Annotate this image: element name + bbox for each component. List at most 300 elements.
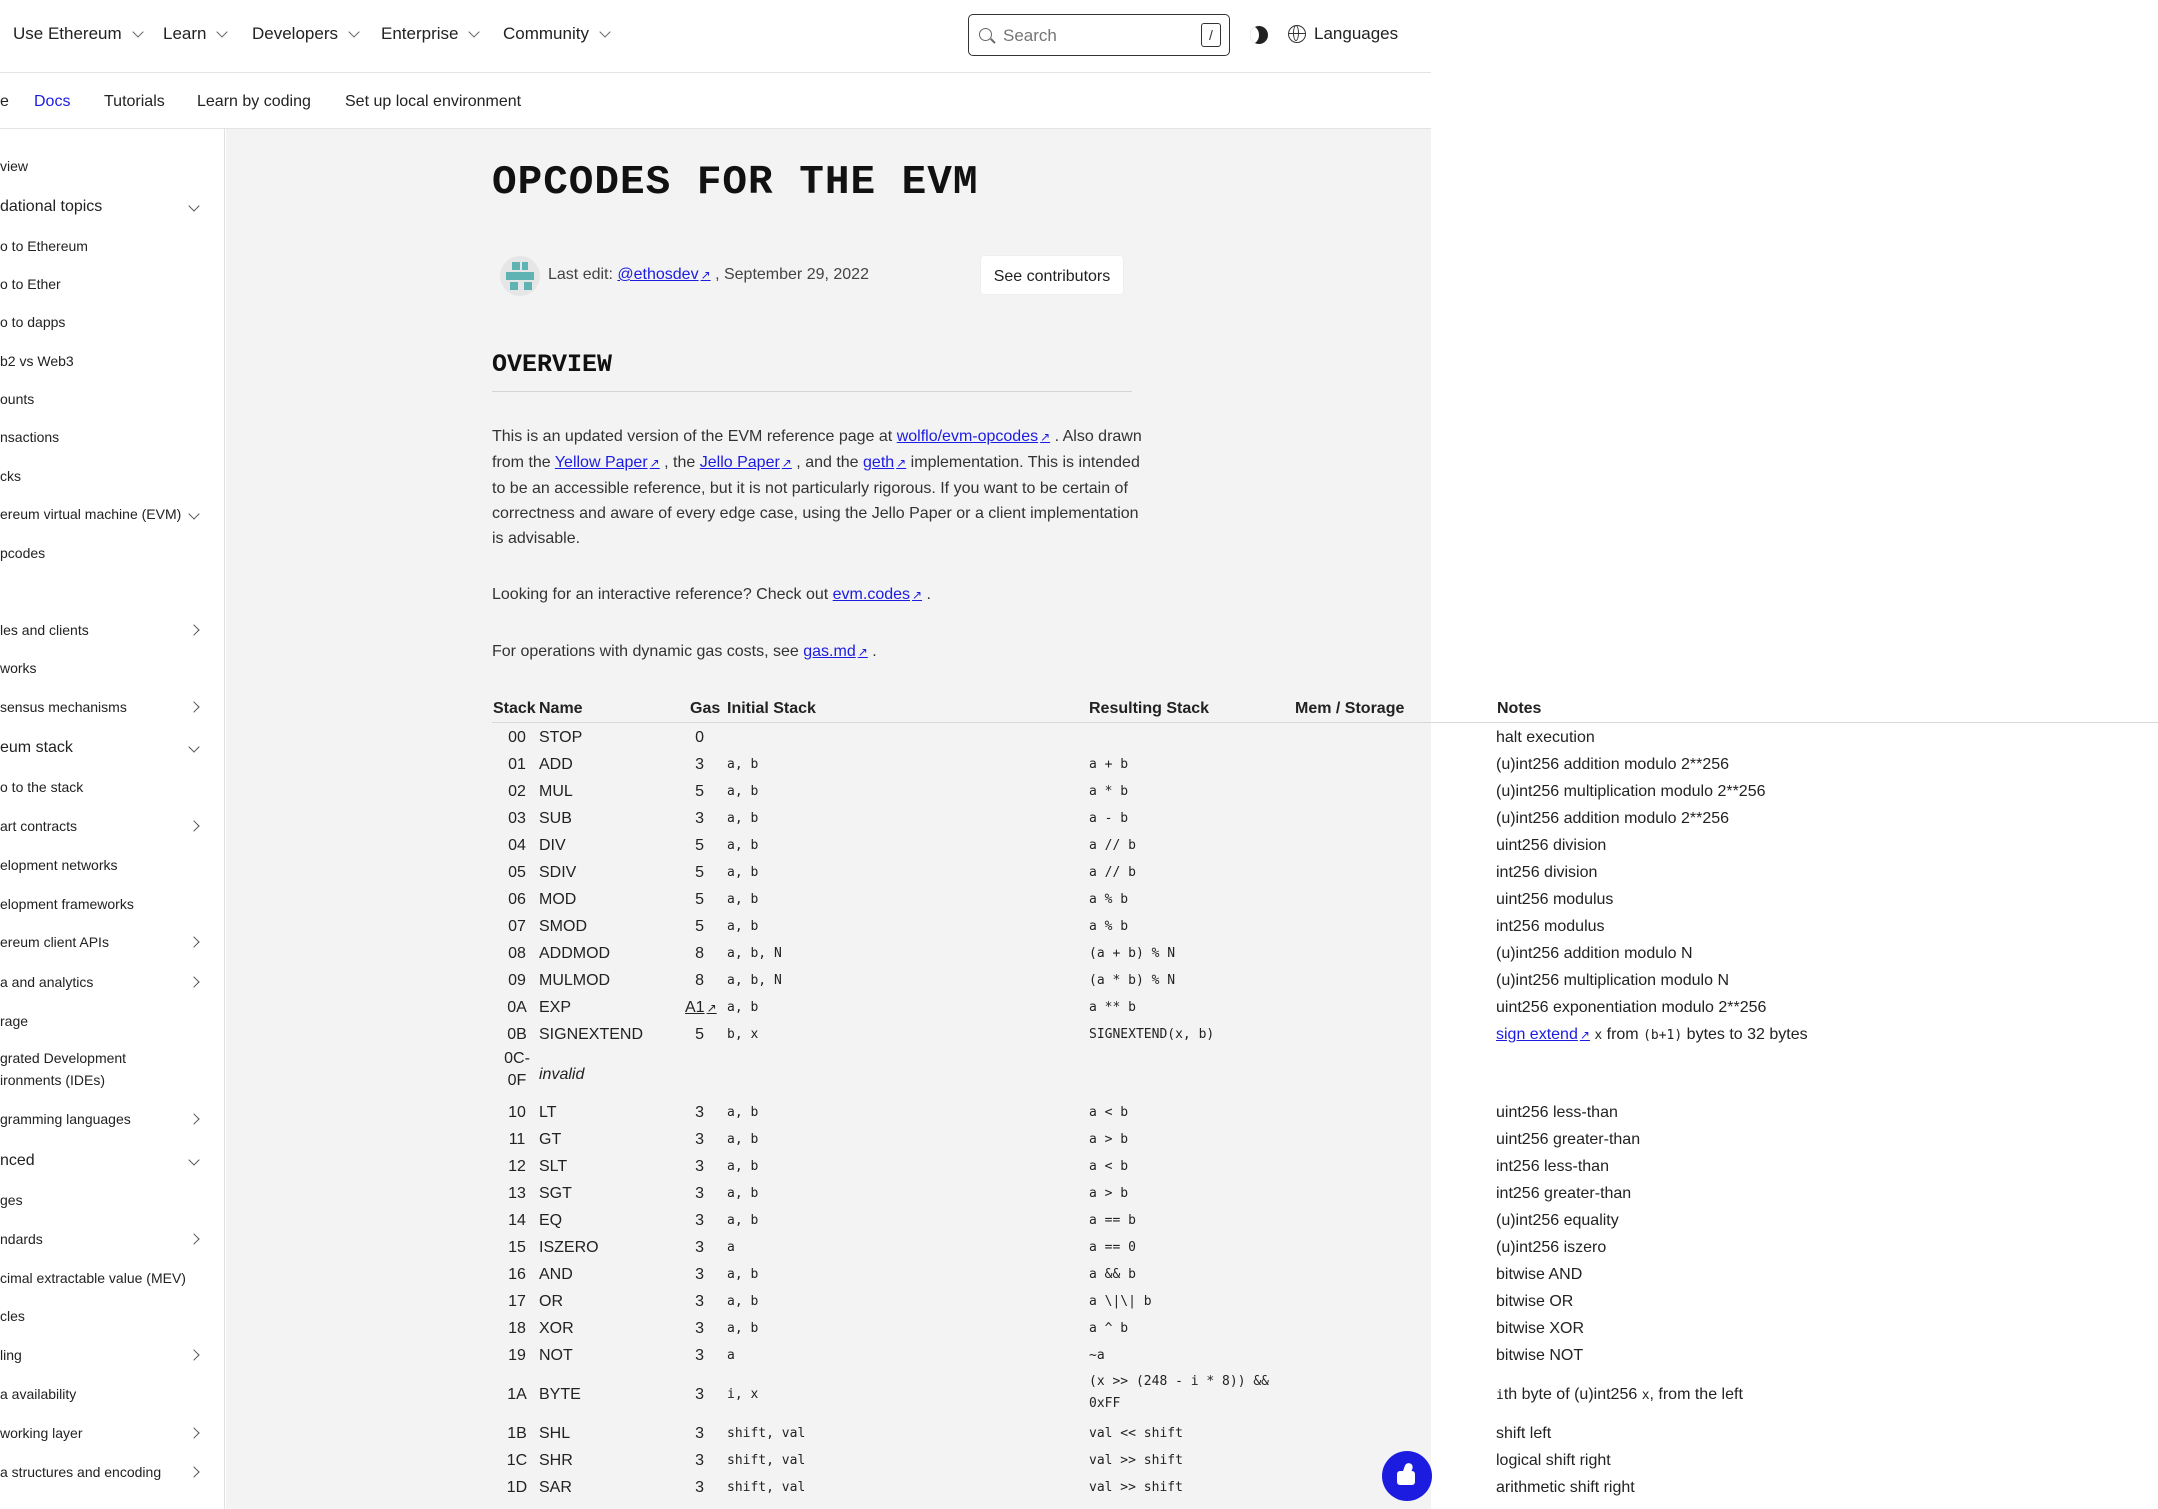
chevron-down-icon <box>348 26 359 37</box>
sidebar-item[interactable]: les and clients <box>0 622 89 638</box>
sub-nav <box>0 73 1431 129</box>
cell-name: SGT <box>539 1185 572 1202</box>
cell-stack: 15 <box>508 1239 526 1256</box>
chevron-right-icon[interactable] <box>188 1113 199 1124</box>
cell-notes: uint256 division <box>1496 837 1607 854</box>
cell-notes: (u)int256 equality <box>1496 1212 1619 1229</box>
cell-resulting-stack: a < b <box>1089 1159 1129 1174</box>
table-row <box>492 886 2158 913</box>
col-header-resulting-stack: Resulting Stack <box>1089 700 1210 717</box>
cell-name: ADD <box>539 756 573 773</box>
avatar-pixel <box>522 262 528 270</box>
link-text: A1 <box>685 999 705 1016</box>
cell-resulting-stack: SIGNEXTEND(x, b) <box>1089 1027 1215 1042</box>
sidebar-item[interactable]: a and analytics <box>0 974 94 990</box>
cell-initial-stack: a, b <box>727 1132 759 1147</box>
external-link-icon: ↗ <box>912 588 923 602</box>
table-header-divider <box>492 722 2158 723</box>
cell-resulting-stack: a + b <box>1089 757 1129 772</box>
table-row <box>492 940 2158 967</box>
cell-stack: 08 <box>508 945 526 962</box>
cell-stack: 07 <box>508 918 526 935</box>
chevron-right-icon[interactable] <box>188 976 199 987</box>
sub-nav-home[interactable]: e <box>0 93 9 110</box>
search-shortcut-key: / <box>1201 23 1221 47</box>
cell-stack: 01 <box>508 756 526 773</box>
cell-name: ADDMOD <box>539 945 611 962</box>
cell-name: STOP <box>539 729 583 746</box>
cell-stack-line2: 0F <box>507 1072 527 1089</box>
cell-notes: shift left <box>1496 1425 1552 1442</box>
cell-notes: bitwise NOT <box>1496 1347 1584 1364</box>
cell-name: SIGNEXTEND <box>539 1026 644 1043</box>
text: , and the <box>791 454 864 471</box>
last-edit-user-link[interactable] <box>617 266 710 283</box>
cell-name: MUL <box>539 783 573 800</box>
nav-developers[interactable] <box>252 24 358 44</box>
see-contributors-button[interactable]: See contributors <box>980 255 1124 295</box>
cell-gas: 3 <box>695 1131 704 1148</box>
sidebar-item[interactable]: o to Ethereum <box>0 238 88 254</box>
cell-name: MULMOD <box>539 972 611 989</box>
cell-gas: 5 <box>695 837 704 854</box>
cell-stack: 0B <box>507 1026 527 1043</box>
cell-initial-stack: a, b <box>727 784 759 799</box>
search-box[interactable] <box>968 14 1230 56</box>
last-edit <box>548 266 869 284</box>
cell-name: SHL <box>539 1425 571 1442</box>
external-link-icon: ↗ <box>896 456 907 470</box>
chevron-down-icon[interactable] <box>188 741 199 752</box>
sidebar-item[interactable]: pcodes <box>0 545 46 561</box>
sidebar-item[interactable]: grated Development <box>0 1050 127 1066</box>
cell-stack: 14 <box>508 1212 526 1229</box>
table-row <box>492 1153 2158 1180</box>
avatar-pixel <box>510 282 518 290</box>
text: This is an updated version of the EVM reference page at <box>492 428 897 445</box>
sidebar-item[interactable]: b2 vs Web3 <box>0 353 74 369</box>
cell-resulting-stack: a % b <box>1089 919 1129 934</box>
cell-gas: 8 <box>695 972 704 989</box>
cell-name: MOD <box>539 891 577 908</box>
chevron-right-icon[interactable] <box>188 936 199 947</box>
table-row <box>492 994 2158 1021</box>
chevron-right-icon[interactable] <box>188 1233 199 1244</box>
cell-notes: halt execution <box>1496 729 1595 746</box>
last-edit-prefix: Last edit: <box>548 266 613 283</box>
link-text: geth <box>863 454 895 471</box>
cell-name: GT <box>539 1131 562 1148</box>
sidebar-item[interactable]: art contracts <box>0 818 78 834</box>
cell-stack: 1D <box>506 1479 528 1496</box>
cell-notes: int256 less-than <box>1496 1158 1609 1175</box>
chevron-down-icon[interactable] <box>188 200 199 211</box>
notes-text: bytes to 32 bytes <box>1682 1026 1808 1043</box>
chevron-down-icon <box>217 26 228 37</box>
cell-notes: bitwise AND <box>1496 1266 1583 1283</box>
top-nav <box>0 0 1431 73</box>
gas-link[interactable] <box>685 994 717 1022</box>
cell-notes: (u)int256 iszero <box>1496 1239 1607 1256</box>
cell-gas: 3 <box>695 1185 704 1202</box>
cell-name: BYTE <box>539 1386 581 1403</box>
cell-name: SDIV <box>539 864 577 881</box>
table-row <box>492 1050 2158 1100</box>
cell-gas: 3 <box>695 1239 704 1256</box>
cell-resulting-stack: val << shift <box>1089 1426 1183 1441</box>
res-line1: (x >> (248 - i * 8)) && <box>1089 1374 1270 1389</box>
cell-initial-stack: a, b <box>727 838 759 853</box>
languages-button[interactable] <box>1288 24 1398 44</box>
text: Looking for an interactive reference? Check out <box>492 586 833 603</box>
cell-name: OR <box>539 1293 563 1310</box>
cell-initial-stack: a, b <box>727 865 759 880</box>
avatar-pixel <box>512 262 520 270</box>
cell-initial-stack: a, b <box>727 1105 759 1120</box>
cell-resulting-stack: a * b <box>1089 784 1129 799</box>
sidebar-item[interactable]: elopment networks <box>0 857 118 873</box>
cell-stack: 04 <box>508 837 526 854</box>
code-x: x <box>1594 1028 1603 1043</box>
wolflo-link[interactable] <box>897 428 1050 445</box>
cell-notes: (u)int256 multiplication modulo N <box>1496 972 1729 989</box>
external-link-icon: ↗ <box>781 456 792 470</box>
cell-gas: 5 <box>695 918 704 935</box>
cell-gas: 3 <box>695 1425 704 1442</box>
cell-gas: 3 <box>695 1293 704 1310</box>
sub-nav-docs[interactable]: Docs <box>34 93 71 110</box>
cell-notes: int256 modulus <box>1496 918 1605 935</box>
external-link-icon: ↗ <box>1040 430 1051 444</box>
cell-gas: 3 <box>695 1266 704 1283</box>
cell-name: DIV <box>539 837 566 854</box>
link-text: Jello Paper <box>699 454 780 471</box>
cell-name: SUB <box>539 810 572 827</box>
cell-resulting-stack: a > b <box>1089 1186 1129 1201</box>
cell-resulting-stack: a ** b <box>1089 1000 1136 1015</box>
cell-resulting-stack: (a * b) % N <box>1089 973 1176 988</box>
interactive-paragraph <box>492 582 1142 608</box>
cell-notes: bitwise OR <box>1496 1293 1574 1310</box>
table-row <box>492 1447 2158 1474</box>
cell-resulting-stack: a && b <box>1089 1267 1136 1282</box>
sidebar-item[interactable]: ereum virtual machine (EVM) <box>0 506 182 522</box>
col-header-mem-storage: Mem / Storage <box>1295 700 1405 717</box>
cell-initial-stack: a, b <box>727 757 759 772</box>
sidebar-item[interactable]: ounts <box>0 391 35 407</box>
chevron-right-icon[interactable] <box>188 1427 199 1438</box>
cell-resulting-stack: a \|\| b <box>1089 1294 1152 1309</box>
table-row <box>492 1261 2158 1288</box>
cell-stack: 00 <box>508 729 526 746</box>
cell-notes: (u)int256 multiplication modulo 2**256 <box>1496 783 1766 800</box>
cell-notes: uint256 exponentiation modulo 2**256 <box>1496 999 1767 1016</box>
sidebar-item[interactable]: cimal extractable value (MEV) <box>0 1270 186 1286</box>
thumbs-up-icon[interactable] <box>1382 1451 1432 1501</box>
cell-resulting-stack: a == b <box>1089 1213 1136 1228</box>
heading-divider <box>492 391 1132 392</box>
table-row <box>492 859 2158 886</box>
code-i: i <box>1496 1388 1504 1403</box>
external-link-icon: ↗ <box>857 645 868 659</box>
sidebar-item[interactable]: o to Ether <box>0 276 61 292</box>
cell-gas: 3 <box>695 1479 704 1496</box>
cell-name: AND <box>539 1266 573 1283</box>
sidebar-item[interactable]: cks <box>0 468 21 484</box>
nav-label: Use Ethereum <box>13 24 122 43</box>
nav-label: Community <box>503 24 589 43</box>
sidebar-item[interactable]: eum stack <box>0 739 73 756</box>
cell-name: LT <box>539 1104 557 1121</box>
cell-stack: 10 <box>508 1104 526 1121</box>
cell-initial-stack: a, b <box>727 1321 759 1336</box>
table-row <box>492 1374 2158 1411</box>
table-row <box>492 1474 2158 1501</box>
nav-community[interactable] <box>503 24 609 44</box>
sub-nav-tutorials[interactable]: Tutorials <box>104 93 165 110</box>
geth-link[interactable] <box>863 454 906 471</box>
cell-notes: int256 division <box>1496 864 1598 881</box>
chevron-down-icon <box>599 26 610 37</box>
sidebar-item[interactable]: working layer <box>0 1425 83 1441</box>
cell-resulting-stack: (a + b) % N <box>1089 946 1176 961</box>
code-b1: (b+1) <box>1643 1028 1683 1043</box>
chevron-right-icon[interactable] <box>188 701 199 712</box>
external-link-icon: ↗ <box>1579 1028 1590 1042</box>
cell-resulting-stack: ~a <box>1089 1348 1105 1363</box>
cell-name: ISZERO <box>539 1239 599 1256</box>
cell-gas: 0 <box>695 729 704 746</box>
yellow-paper-link[interactable] <box>555 454 660 471</box>
sidebar-item[interactable]: ndards <box>0 1231 43 1247</box>
avatar-pixel <box>524 282 532 290</box>
table-row <box>492 913 2158 940</box>
gas-md-link[interactable] <box>803 643 868 660</box>
sidebar-item[interactable]: ironments (IDEs) <box>0 1072 106 1088</box>
sidebar-item[interactable]: cles <box>0 1308 25 1324</box>
table-row <box>492 1207 2158 1234</box>
sidebar-item[interactable]: gramming languages <box>0 1111 131 1127</box>
cell-initial-stack: a, b, N <box>727 973 782 988</box>
sidebar-item[interactable]: ling <box>0 1347 22 1363</box>
cell-initial-stack: shift, val <box>727 1426 806 1441</box>
sidebar-item[interactable]: works <box>0 660 37 676</box>
sidebar-item[interactable]: view <box>0 158 29 174</box>
col-header-gas: Gas <box>690 700 721 717</box>
sidebar <box>0 129 225 1509</box>
cell-initial-stack: a, b <box>727 1294 759 1309</box>
sidebar-item[interactable]: o to the stack <box>0 779 84 795</box>
cell-gas: 3 <box>695 1386 704 1403</box>
cell-stack: 16 <box>508 1266 526 1283</box>
search-input[interactable] <box>1001 24 1185 48</box>
table-row <box>492 1420 2158 1447</box>
sidebar-item[interactable]: ereum client APIs <box>0 934 109 950</box>
moon-icon[interactable] <box>1250 26 1268 44</box>
cell-notes: arithmetic shift right <box>1496 1479 1635 1496</box>
cell-stack: 13 <box>508 1185 526 1202</box>
cell-notes: (u)int256 addition modulo 2**256 <box>1496 756 1730 773</box>
table-row <box>492 1234 2158 1261</box>
cell-resulting-stack: a < b <box>1089 1105 1129 1120</box>
chevron-right-icon[interactable] <box>188 624 199 635</box>
table-row <box>492 1021 2158 1048</box>
link-text: wolflo/evm-opcodes <box>896 428 1039 445</box>
cell-resulting-stack: a - b <box>1089 811 1129 826</box>
cell-gas: 3 <box>695 1212 704 1229</box>
link-text: evm.codes <box>832 586 911 603</box>
cell-gas: 3 <box>695 810 704 827</box>
cell-notes: bitwise XOR <box>1496 1320 1585 1337</box>
col-header-stack: Stack <box>493 700 536 717</box>
nav-use-ethereum[interactable] <box>13 24 142 44</box>
link-text: gas.md <box>803 643 856 660</box>
avatar-pixel <box>506 272 534 280</box>
table-row <box>492 1099 2158 1126</box>
nav-label: Developers <box>252 24 338 43</box>
external-link-icon: ↗ <box>700 268 711 282</box>
cell-initial-stack: a, b, N <box>727 946 782 961</box>
sign-extend-link[interactable] <box>1496 1026 1590 1043</box>
cell-stack: 1B <box>507 1425 527 1442</box>
cell-resulting-stack: a > b <box>1089 1132 1129 1147</box>
cell-stack: 09 <box>508 972 526 989</box>
cell-initial-stack: a <box>727 1240 735 1255</box>
sidebar-item[interactable]: a structures and encoding <box>0 1464 162 1480</box>
intro-paragraph <box>492 424 1142 551</box>
table-row <box>492 1342 2158 1369</box>
cell-gas: 3 <box>695 1320 704 1337</box>
cell-initial-stack: a, b <box>727 1213 759 1228</box>
cell-stack: 1C <box>506 1452 528 1469</box>
cell-gas: 3 <box>695 1158 704 1175</box>
chevron-right-icon[interactable] <box>188 820 199 831</box>
cell-notes: uint256 greater-than <box>1496 1131 1641 1148</box>
languages-label: Languages <box>1314 24 1399 43</box>
chevron-down-icon[interactable] <box>188 1154 199 1165</box>
chevron-down-icon <box>132 26 143 37</box>
table-row <box>492 1288 2158 1315</box>
sub-nav-local-env[interactable]: Set up local environment <box>345 93 522 110</box>
last-edit-date: , September 29, 2022 <box>715 266 869 283</box>
search-icon <box>979 28 992 41</box>
cell-name: XOR <box>539 1320 574 1337</box>
sidebar-item[interactable]: rage <box>0 1013 29 1029</box>
last-edit-user: @ethosdev <box>617 266 699 283</box>
overview-heading: OVERVIEW <box>492 350 613 379</box>
cell-initial-stack: a, b <box>727 919 759 934</box>
sidebar-item[interactable]: a availability <box>0 1386 77 1402</box>
chevron-right-icon[interactable] <box>188 1466 199 1477</box>
table-row <box>492 1126 2158 1153</box>
sidebar-item[interactable]: ges <box>0 1192 23 1208</box>
sidebar-item[interactable]: nced <box>0 1152 35 1169</box>
text: implementation. This is intended to be an accessible reference, but it is not particularly rigorous. If you want to be certain of correctness and aware of every edge case, using the Jello Paper or a client implementation is advisable. <box>492 454 1140 547</box>
text: . Also drawn from the <box>492 428 1142 471</box>
cell-notes: uint256 less-than <box>1496 1104 1618 1121</box>
nav-learn[interactable] <box>163 24 226 44</box>
col-header-name: Name <box>539 700 583 717</box>
res-line2: 0xFF <box>1089 1396 1121 1411</box>
cell-initial-stack: a, b <box>727 1000 759 1015</box>
cell-name: EXP <box>539 999 572 1016</box>
cell-stack: 18 <box>508 1320 526 1337</box>
cell-gas: 3 <box>695 1104 704 1121</box>
cell-resulting-stack: a == 0 <box>1089 1240 1136 1255</box>
text: , the <box>659 454 700 471</box>
jello-paper-link[interactable] <box>700 454 792 471</box>
col-header-initial-stack: Initial Stack <box>727 700 816 717</box>
sidebar-item[interactable]: dational topics <box>0 198 103 215</box>
cell-notes: uint256 modulus <box>1496 891 1614 908</box>
cell-notes: int256 greater-than <box>1496 1185 1632 1202</box>
table-row <box>492 778 2158 805</box>
cell-gas: 5 <box>695 891 704 908</box>
col-header-notes: Notes <box>1497 700 1542 717</box>
cell-gas: 8 <box>695 945 704 962</box>
cell-notes <box>1496 1381 1743 1409</box>
cell-gas: 3 <box>695 1452 704 1469</box>
cell-gas: 5 <box>695 864 704 881</box>
text: For operations with dynamic gas costs, see <box>492 643 804 660</box>
cell-stack: 1A <box>507 1386 527 1403</box>
cell-initial-stack: shift, val <box>727 1480 806 1495</box>
cell-gas: 3 <box>695 756 704 773</box>
page-title: OPCODES FOR THE EVM <box>492 160 979 206</box>
cell-notes: (u)int256 addition modulo N <box>1496 945 1693 962</box>
nav-label: Enterprise <box>381 24 459 43</box>
cell-resulting-stack: val >> shift <box>1089 1480 1183 1495</box>
cell-stack: 03 <box>508 810 526 827</box>
text: . <box>922 586 931 603</box>
table-row <box>492 805 2158 832</box>
table-row <box>492 967 2158 994</box>
evm-codes-link[interactable] <box>833 586 922 603</box>
cell-name: invalid <box>539 1066 585 1083</box>
text: . <box>867 643 877 660</box>
cell-stack: 0A <box>507 999 527 1016</box>
table-row <box>492 724 2158 751</box>
cell-initial-stack: i, x <box>727 1387 759 1402</box>
cell-initial-stack: a, b <box>727 1186 759 1201</box>
gas-paragraph <box>492 639 1142 665</box>
cell-resulting-stack: a % b <box>1089 892 1129 907</box>
sidebar-item[interactable]: o to dapps <box>0 314 66 330</box>
table-row <box>492 832 2158 859</box>
cell-initial-stack: a, b <box>727 1159 759 1174</box>
cell-initial-stack: a, b <box>727 892 759 907</box>
sub-nav-learn-by-coding[interactable]: Learn by coding <box>197 93 311 110</box>
notes-text: , from the left <box>1649 1386 1743 1403</box>
table-row <box>492 1315 2158 1342</box>
sidebar-item[interactable]: elopment frameworks <box>0 896 134 912</box>
cell-gas: 5 <box>695 1026 704 1043</box>
sidebar-item[interactable]: nsactions <box>0 429 60 445</box>
cell-stack: 02 <box>508 783 526 800</box>
sidebar-item[interactable]: sensus mechanisms <box>0 699 127 715</box>
chevron-right-icon[interactable] <box>188 1349 199 1360</box>
cell-gas: 3 <box>695 1347 704 1364</box>
cell-stack: 17 <box>508 1293 526 1310</box>
cell-name: EQ <box>539 1212 563 1229</box>
nav-enterprise[interactable] <box>381 24 478 44</box>
chevron-down-icon[interactable] <box>188 508 199 519</box>
cell-resulting-stack: a // b <box>1089 865 1136 880</box>
cell-stack: 05 <box>508 864 526 881</box>
cell-name: SMOD <box>539 918 587 935</box>
globe-icon <box>1288 25 1306 43</box>
cell-stack: 06 <box>508 891 526 908</box>
